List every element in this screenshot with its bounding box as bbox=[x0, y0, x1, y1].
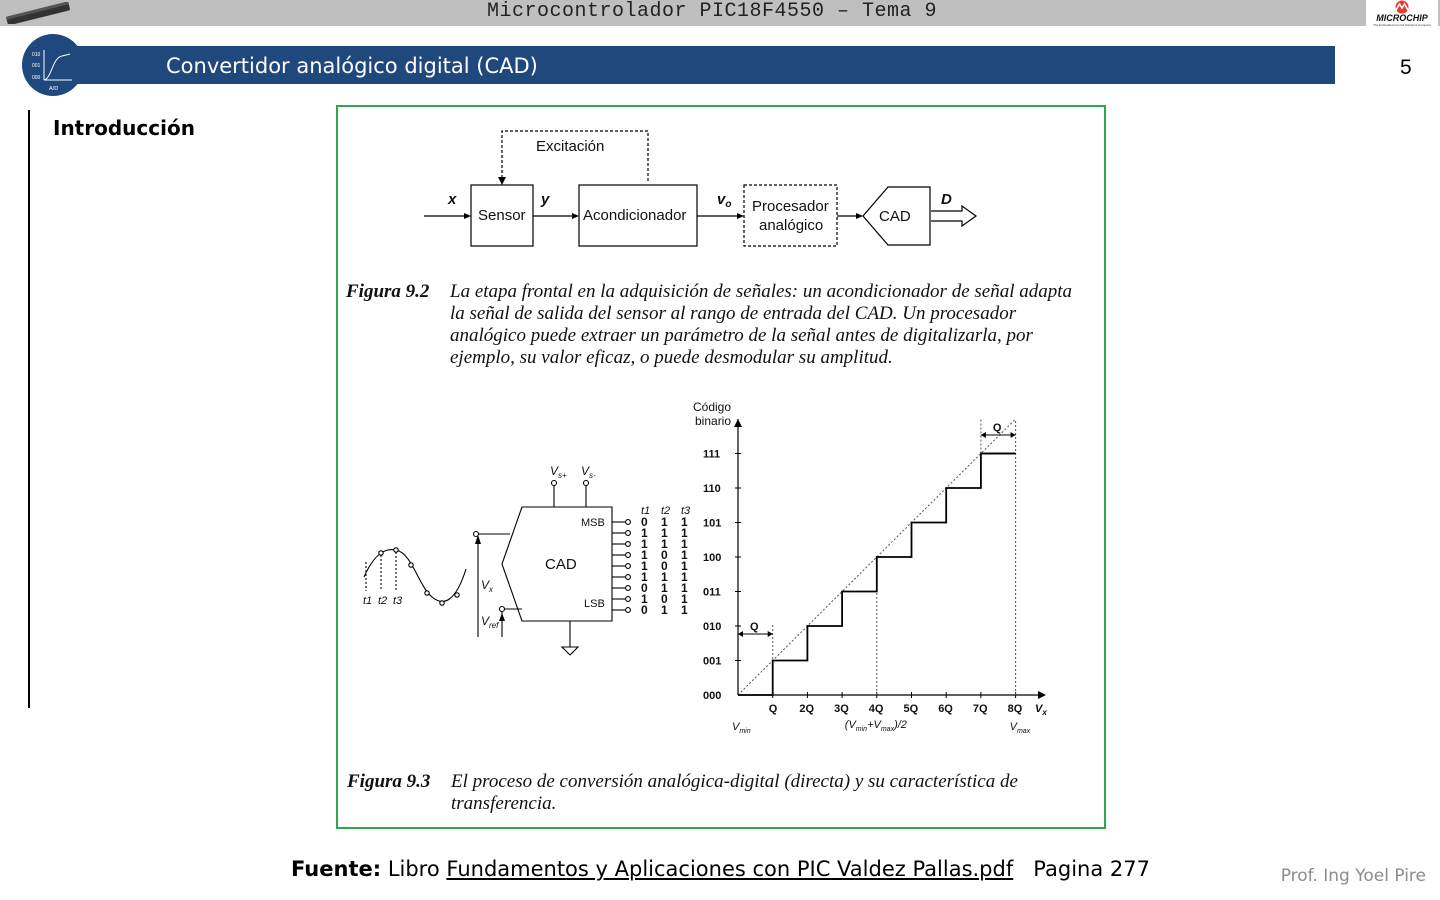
source-book-link[interactable]: Fundamentos y Aplicaciones con PIC Valdez Pallas.pdf bbox=[446, 857, 1014, 881]
x-tick-label: 4Q bbox=[868, 703, 884, 715]
bit-value: 0 bbox=[641, 515, 648, 529]
bit-value: 0 bbox=[641, 581, 648, 595]
y-tick-label: 000 bbox=[703, 690, 722, 702]
vs-minus-label: $V_{s-}$ bbox=[581, 464, 596, 480]
source-citation bbox=[291, 857, 1150, 881]
bit-value: 1 bbox=[641, 537, 648, 551]
y-tick-label: 111 bbox=[703, 448, 721, 461]
bit-value: 1 bbox=[641, 548, 648, 562]
q-arrow bbox=[981, 432, 986, 438]
section-heading: Introducción bbox=[53, 116, 195, 140]
q-label-low: Q bbox=[750, 621, 759, 633]
bit-value: 1 bbox=[641, 526, 648, 540]
vs-plus-label: $V_{s+}$ bbox=[550, 464, 567, 480]
adc-output-pins bbox=[612, 520, 630, 613]
block-diagram bbox=[424, 131, 976, 246]
logo-code-2: 001 bbox=[32, 63, 41, 69]
top-title: Microcontrolador PIC18F4550 – Tema 9 bbox=[486, 0, 938, 23]
lsb-label: LSB bbox=[584, 598, 605, 610]
logo-ad-label: A/D bbox=[49, 86, 59, 92]
sensor-label: Sensor bbox=[478, 207, 526, 224]
bit-value: 1 bbox=[681, 559, 688, 573]
y-axis-arrow bbox=[734, 419, 742, 427]
vx-label: $V_x$ bbox=[481, 578, 494, 594]
bit-value: 1 bbox=[661, 526, 668, 540]
transfer-chart bbox=[693, 400, 1047, 735]
logo-code-3: 000 bbox=[32, 75, 41, 81]
bit-value: 1 bbox=[661, 581, 668, 595]
x-tick-label: 7Q bbox=[972, 703, 988, 715]
bit-value: 1 bbox=[681, 570, 688, 584]
figure-9-3-label: Figura 9.3 bbox=[347, 771, 431, 792]
bit-value: 1 bbox=[681, 581, 688, 595]
x-axis-var: $V_x$ bbox=[1035, 703, 1047, 717]
vmid-label: $(V_{min}+V_{max})/2$ bbox=[844, 719, 907, 733]
bit-value: 1 bbox=[681, 603, 688, 617]
processor-label-2: analógico bbox=[759, 217, 824, 234]
y-tick-label: 001 bbox=[703, 655, 722, 668]
signal-x: x bbox=[448, 191, 457, 208]
bit-value: 1 bbox=[661, 603, 668, 617]
bit-value: 1 bbox=[681, 592, 688, 606]
bit-value: 1 bbox=[641, 559, 648, 573]
x-tick-label: Q bbox=[768, 703, 778, 715]
top-bar bbox=[0, 0, 1440, 26]
q-label-high: Q bbox=[992, 422, 1002, 434]
bit-value: 0 bbox=[661, 592, 668, 606]
bit-value: 1 bbox=[641, 570, 648, 584]
excitation-label: Excitación bbox=[536, 138, 605, 155]
vmin-label: $V_{min}$ bbox=[732, 721, 751, 735]
source-label: Fuente: bbox=[291, 857, 382, 881]
cad-label: CAD bbox=[879, 208, 911, 225]
figure-drawing bbox=[338, 107, 1104, 827]
bit-value: 1 bbox=[681, 537, 688, 551]
source-prefix: Libro bbox=[387, 857, 440, 881]
adc-bit-columns bbox=[641, 505, 691, 617]
author-credit: Prof. Ing Yoel Pire bbox=[1280, 866, 1426, 886]
y-tick-label: 010 bbox=[703, 621, 722, 633]
figure-panel bbox=[336, 105, 1106, 829]
q-arrow bbox=[738, 631, 743, 637]
y-tick-label: 101 bbox=[703, 517, 722, 530]
y-tick-label: 011 bbox=[703, 586, 721, 599]
section-title: Convertidor analógico digital (CAD) bbox=[166, 54, 538, 78]
bit-value: 1 bbox=[661, 537, 668, 551]
q-arrow bbox=[1011, 432, 1016, 438]
vref-label: $V_{ref}$ bbox=[481, 614, 499, 630]
x-tick-label: 8Q bbox=[1007, 703, 1023, 715]
bit-value: 1 bbox=[661, 570, 668, 584]
x-tick-label: 2Q bbox=[799, 703, 815, 715]
adc-block-label: CAD bbox=[545, 556, 577, 573]
microchip-logo-tagline: The Embedded Control Solutions Company bbox=[1373, 23, 1431, 27]
bit-column-header: t3 bbox=[681, 505, 691, 517]
bit-value: 0 bbox=[661, 559, 668, 573]
processor-block bbox=[744, 185, 837, 246]
x-axis-arrow bbox=[1038, 691, 1046, 699]
msb-label: MSB bbox=[581, 517, 605, 529]
ad-graph-icon bbox=[22, 34, 84, 96]
microchip-logo-icon bbox=[1366, 0, 1438, 14]
microchip-logo-text: MICROCHIP bbox=[1376, 13, 1428, 23]
sample-label-t1: t1 bbox=[363, 595, 373, 607]
ad-converter-logo bbox=[22, 34, 84, 96]
bit-value: 1 bbox=[681, 548, 688, 562]
bit-value: 1 bbox=[681, 515, 688, 529]
page-number: 5 bbox=[1400, 56, 1412, 79]
bit-value: 1 bbox=[641, 592, 648, 606]
bit-value: 1 bbox=[661, 515, 668, 529]
bit-value: 1 bbox=[681, 526, 688, 540]
figure-9-3-caption: El proceso de conversión analógica-digital (directa) y su característica de transferencia. bbox=[451, 771, 1018, 814]
y-axis-title-2: binario bbox=[695, 414, 732, 428]
sample-label-t3: t3 bbox=[393, 595, 403, 607]
bit-value: 0 bbox=[661, 548, 668, 562]
bit-column-header: t1 bbox=[641, 505, 651, 517]
vmax-label: $V_{max}$ bbox=[1009, 721, 1031, 735]
bit-value: 0 bbox=[641, 603, 648, 617]
signal-y: y bbox=[541, 191, 550, 208]
microchip-logo bbox=[1366, 0, 1438, 28]
processor-label-1: Procesador bbox=[752, 198, 829, 215]
sidebar-divider bbox=[28, 110, 30, 708]
x-tick-label: 5Q bbox=[903, 703, 919, 715]
logo-code-1: 010 bbox=[32, 52, 41, 58]
y-axis-title-1: Código bbox=[693, 400, 732, 414]
x-tick-label: 6Q bbox=[938, 703, 953, 715]
figure-9-2-label: Figura 9.2 bbox=[346, 281, 430, 302]
figure-9-2-caption: La etapa frontal en la adquisición de señales: un acondicionador de señal adapta la señal de salida del sensor al rango de entrada del CAD. Un procesador analógico puede extraer un parámetro de la señal antes de digitalizarla, por ejemplo, su valor eficaz, o puede desmodular su amplitud. bbox=[450, 281, 1073, 368]
source-page: Pagina 277 bbox=[1033, 857, 1150, 881]
conditioner-label: Acondicionador bbox=[583, 207, 687, 224]
sample-label-t2: t2 bbox=[378, 595, 388, 607]
input-waveform bbox=[364, 550, 466, 602]
q-arrow bbox=[768, 631, 773, 637]
signal-d: D bbox=[941, 191, 952, 208]
signal-vo: $v_o$ bbox=[717, 191, 732, 210]
y-tick-label: 110 bbox=[703, 483, 721, 495]
x-tick-label: 3Q bbox=[834, 703, 849, 715]
bit-column-header: t2 bbox=[661, 505, 671, 517]
y-tick-label: 100 bbox=[703, 552, 722, 564]
